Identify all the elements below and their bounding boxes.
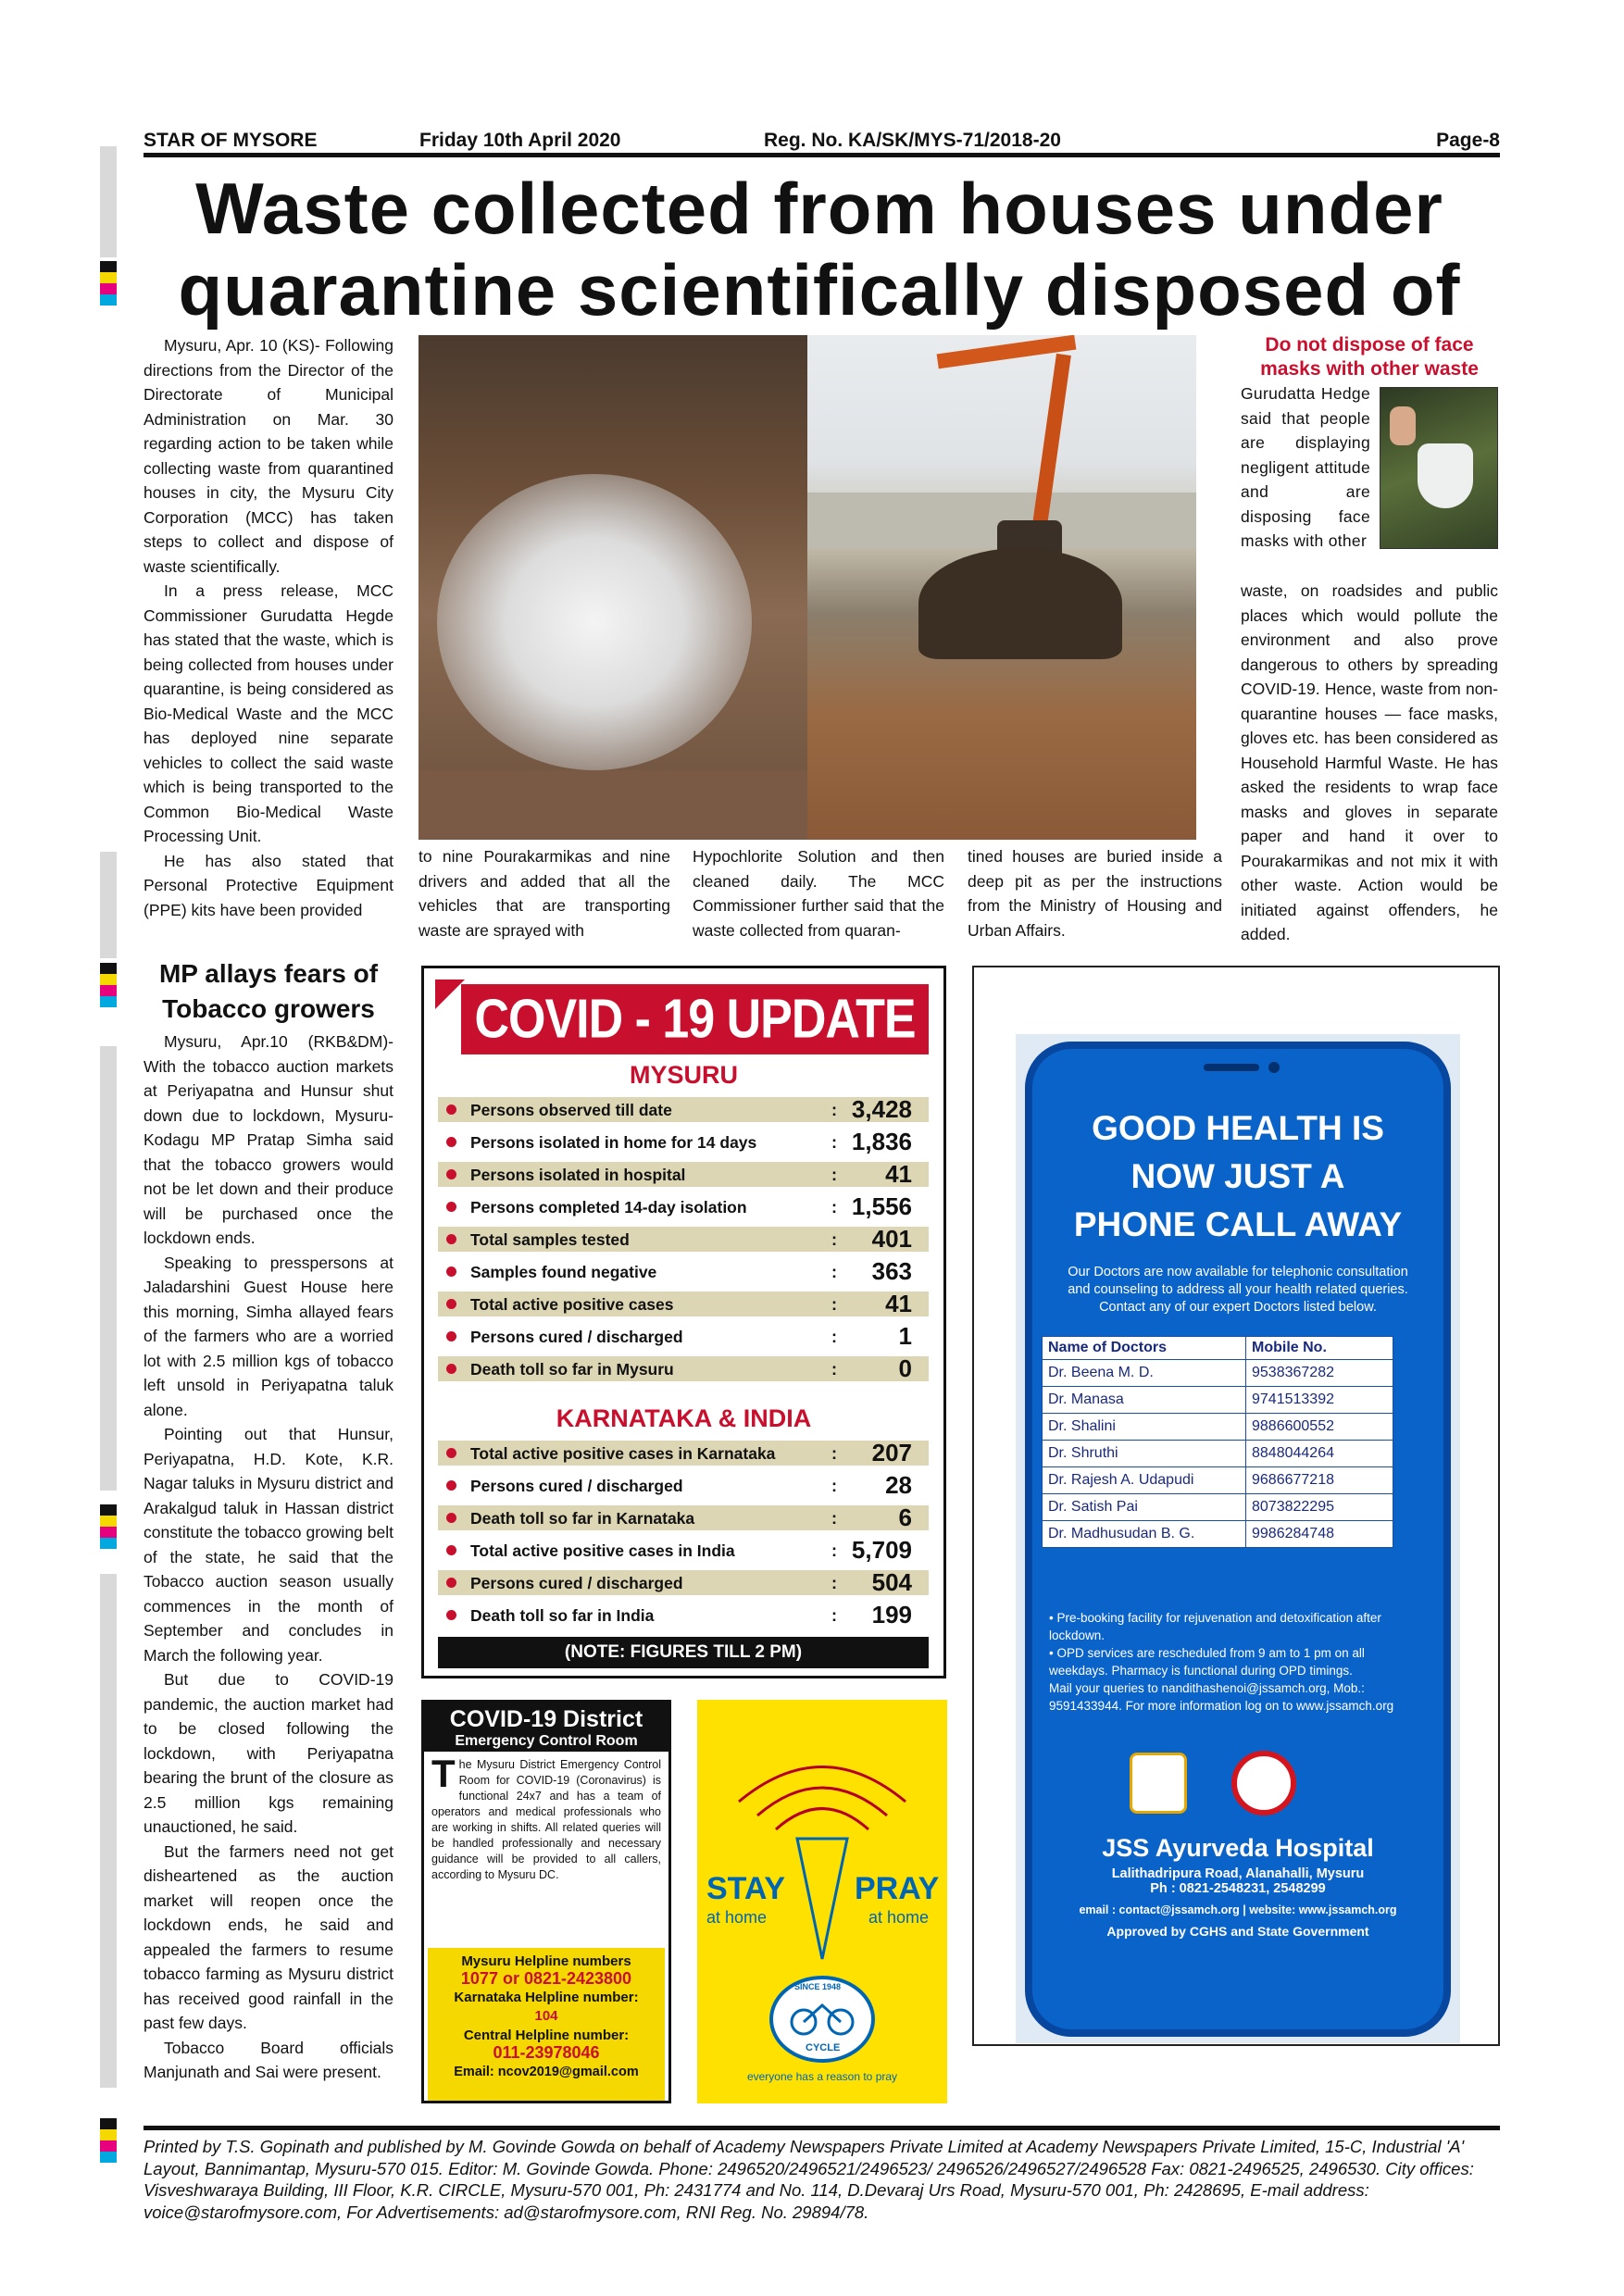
stat-colon: : [831, 1263, 837, 1281]
stat-label: Persons isolated in hospital [470, 1166, 686, 1184]
photo-excavator-burying-waste [807, 335, 1196, 840]
stat-value: 41 [885, 1160, 912, 1188]
doctor-name: Dr. Rajesh A. Udapudi [1043, 1467, 1246, 1494]
stat-label: Samples found negative [470, 1263, 657, 1281]
stat-label: Persons isolated in home for 14 days [470, 1133, 757, 1152]
stat-value: 401 [871, 1225, 912, 1253]
doctor-row [1043, 1441, 1393, 1467]
stat-row [438, 1534, 929, 1566]
stat-value: 363 [871, 1257, 912, 1285]
helpline-panel [428, 1948, 665, 2101]
bullet-icon [446, 1104, 456, 1115]
bullet-icon [446, 1299, 456, 1309]
jss-ad-notes [1049, 1609, 1427, 1715]
doctor-mobile: 9686677218 [1246, 1467, 1393, 1494]
bullet-icon [446, 1364, 456, 1374]
stat-value: 199 [871, 1601, 912, 1628]
stat-colon: : [831, 1360, 837, 1379]
at-home-text: at home [868, 1908, 930, 1927]
stat-row [438, 1566, 929, 1599]
stat-value: 0 [898, 1354, 912, 1382]
color-registration-mark [100, 963, 117, 1007]
color-registration-mark [100, 2118, 117, 2163]
masks-text-bottom: waste, on roadsides and public places which would pollute the environment and also prove dangerous to others by spreading COVID-19. Hence, waste from non-quarantine houses — face masks, gloves etc. has been considered as Household Harmful Waste. He has asked the residents to wrap face masks and gloves in separate paper and hand it over to Pourakarmikas and not mix it with other waste. Action would be initiated against offenders, he added. [1241, 581, 1498, 943]
karnataka-helpline-number: 104 [534, 2008, 558, 2024]
lead-article-column-2 [418, 844, 670, 942]
doctors-name-header: Name of Doctors [1043, 1337, 1246, 1360]
cycle-tagline: everyone has a reason to pray [746, 2070, 898, 2083]
drop-cap: T [431, 1752, 456, 1795]
doctors-table-grid [1042, 1336, 1393, 1548]
bullet-icon [446, 1448, 456, 1458]
bullet-icon [446, 1202, 456, 1212]
jss-hospital-ad [972, 966, 1500, 2046]
color-registration-mark [100, 1504, 117, 1549]
margin-gray-bar [100, 1046, 117, 1491]
bullet-icon [446, 1234, 456, 1244]
stat-value: 3,428 [851, 1095, 912, 1123]
mysuru-helpline-label: Mysuru Helpline numbers [461, 1953, 631, 1969]
doctor-name: Dr. Satish Pai [1043, 1494, 1246, 1521]
doctor-mobile: 9986284748 [1246, 1521, 1393, 1548]
jss-ad-headline: GOOD HEALTH IS NOW JUST A PHONE CALL AWAY [1073, 1109, 1403, 1243]
bullet-icon [446, 1331, 456, 1341]
doctor-row [1043, 1494, 1393, 1521]
stat-label: Total samples tested [470, 1230, 630, 1249]
stat-row [438, 1126, 929, 1158]
lead-article-column-3 [693, 844, 944, 942]
stat-label: Death toll so far in Mysuru [470, 1360, 674, 1379]
hospital-approval: Approved by CGHS and State Government [1106, 1924, 1369, 1939]
margin-gray-bar [100, 1574, 117, 2088]
karnataka-helpline-label: Karnataka Helpline number: 104 [454, 1990, 639, 2024]
control-room-text [424, 1752, 668, 1889]
phone-speaker-icon [1204, 1064, 1259, 1071]
stat-label: Total active positive cases [470, 1295, 674, 1314]
photo-face-mask-in-hand [1380, 387, 1498, 549]
bullet-icon [446, 1137, 456, 1147]
bullet-icon [446, 1610, 456, 1620]
doctor-name: Dr. Manasa [1043, 1387, 1246, 1414]
stat-colon: : [831, 1328, 837, 1346]
stat-value: 5,709 [851, 1536, 912, 1564]
issue-date: Friday 10th April 2020 [419, 130, 621, 151]
mysuru-helpline-number: 1077 or 0821-2423800 [460, 1969, 632, 1988]
doctor-mobile: 9538367282 [1246, 1360, 1393, 1387]
lead-article-column-1 [144, 333, 394, 922]
headline-line-2: quarantine scientifically disposed of [178, 249, 1461, 331]
doctor-row [1043, 1387, 1393, 1414]
bullet-icon [446, 1578, 456, 1588]
tobacco-article [144, 1029, 394, 2085]
control-room-box [421, 1700, 671, 2103]
stat-value: 1,556 [851, 1192, 912, 1220]
phone-frame-graphic [1025, 1042, 1451, 2037]
stat-value: 207 [871, 1439, 912, 1466]
masks-text-top: Gurudatta Hedge said that people are displaying negligent attitude and are disposing face masks with other [1241, 384, 1370, 550]
pray-text: PRAY [855, 1871, 940, 1906]
central-helpline-number: 011-23978046 [493, 2043, 600, 2062]
central-helpline-label: Central Helpline number: [463, 2028, 630, 2043]
control-room-header [424, 1703, 668, 1752]
stat-row [438, 1469, 929, 1502]
jss-note: • OPD services are rescheduled from 9 am to 1 pm on all weekdays. Pharmacy is functional during OPD timings. [1049, 1646, 1365, 1678]
doctor-name: Dr. Shruthi [1043, 1441, 1246, 1467]
stat-row [438, 1502, 929, 1534]
cycle-brand-logo: CYCLE [806, 2042, 841, 2053]
bullet-icon [446, 1545, 456, 1555]
stat-row [438, 1255, 929, 1288]
mysuru-stats-table [438, 1093, 929, 1385]
stat-value: 28 [885, 1471, 912, 1499]
margin-gray-bar [100, 146, 117, 257]
stat-label: Death toll so far in India [470, 1606, 655, 1625]
doctor-name: Dr. Shalini [1043, 1414, 1246, 1441]
doctor-row [1043, 1467, 1393, 1494]
doctors-table [1042, 1336, 1393, 1548]
stat-colon: : [831, 1444, 837, 1463]
doctor-name: Dr. Beena M. D. [1043, 1360, 1246, 1387]
masthead [144, 128, 1500, 157]
stat-label: Persons cured / discharged [470, 1328, 683, 1346]
tobacco-paragraph: But due to COVID-19 pandemic, the auction market had to be closed following the lockdown, with Periyapatna bearing the brunt of the closure as 2.5 million kgs remaining unauctioned, he said. [144, 1670, 394, 1836]
stat-value: 1,836 [851, 1128, 912, 1155]
doctors-mobile-header: Mobile No. [1246, 1337, 1393, 1360]
tobacco-paragraph: Mysuru, Apr.10 (RKB&DM)- With the tobacco auction markets at Periyapatna and Hunsur shut down due to lockdown, Mysuru-Kodagu MP Pratap Simha said that the tobacco growers would not be let down and their produce will be purchased once the lockdown ends. [144, 1032, 394, 1247]
covid-update-title: COVID - 19 UPDATE [461, 984, 929, 1054]
tobacco-paragraph: But the farmers need not get disheartened as the auction market will reopen once the lockdown ends, he said and appealed the farmers to resume tobacco farming as Mysuru district has received good rainfall in the past few days. [144, 1841, 394, 2032]
photo-waste-pit-burning [418, 335, 807, 840]
stat-label: Persons observed till date [470, 1101, 672, 1119]
stat-row [438, 1353, 929, 1385]
karnataka-india-section-heading: KARNATAKA & INDIA [556, 1404, 812, 1432]
doctor-mobile: 9741513392 [1246, 1387, 1393, 1414]
stat-value: 6 [898, 1504, 912, 1531]
control-room-description: he Mysuru District Emergency Control Room for COVID-19 (Coronavirus) is functional 24x7 and has a team of operators and medical professionals who are working in shifts. All related queries will be handled professionally and necessary guidance will be provided to all callers, according to Mysuru DC. [431, 1758, 661, 1881]
mysuru-section-heading: MYSURU [629, 1061, 738, 1089]
jss-ad-intro: Our Doctors are now available for telephonic consultation and counseling to address all your health related queries. Contact any of our expert Doctors listed below. [1068, 1265, 1408, 1315]
page-number: Page-8 [1436, 130, 1500, 151]
lead-paragraph: to nine Pourakarmikas and nine drivers and added that all the vehicles that are transporting waste are sprayed with [418, 847, 670, 940]
karnataka-india-stats-table [438, 1437, 929, 1631]
jss-logo-icon [1130, 1753, 1187, 1814]
doctor-row [1043, 1360, 1393, 1387]
stat-row [438, 1158, 929, 1191]
doctor-row [1043, 1521, 1393, 1548]
doctor-row [1043, 1414, 1393, 1441]
bullet-icon [446, 1513, 456, 1523]
stat-row [438, 1437, 929, 1469]
doctor-mobile: 9886600552 [1246, 1414, 1393, 1441]
stat-row [438, 1093, 929, 1126]
control-room-subtitle: Emergency Control Room [455, 1733, 638, 1749]
stat-label: Persons cured / discharged [470, 1477, 683, 1495]
stat-colon: : [831, 1606, 837, 1625]
lead-paragraph: In a press release, MCC Commissioner Gurudatta Hegde has stated that the waste, which is being collected from houses under quarantine, is being considered as Bio-Medical Waste and the MCC has deployed nine separate vehicles to collect the said waste which is being transported to the Common Bio-Medical Waste Processing Unit. [144, 581, 394, 845]
stat-colon: : [831, 1477, 837, 1495]
stat-colon: : [831, 1509, 837, 1528]
tobacco-headline: MP allays fears of Tobacco growers [158, 959, 379, 1023]
lead-paragraph: Mysuru, Apr. 10 (KS)- Following directions from the Director of the Directorate of Municipal Administration on Mar. 30 regarding action to be taken while collecting waste from quarantined houses in city, the Mysuru City Corporation (MCC) has taken steps to collect and dispose of waste scientifically. [144, 336, 394, 576]
lead-paragraph: tined houses are buried inside a deep pit as per the instructions from the Ministry of Housing and Urban Affairs. [968, 847, 1222, 940]
stat-row [438, 1223, 929, 1255]
stat-label: Persons cured / discharged [470, 1574, 683, 1592]
stat-value: 41 [885, 1290, 912, 1317]
stat-colon: : [831, 1230, 837, 1249]
stat-colon: : [831, 1101, 837, 1119]
lead-article-column-4 [968, 844, 1222, 942]
jss-contact-note: Mail your queries to nandithashenoi@jssamch.org, Mob.: 9591433944. For more information log on to www.jssamch.org [1049, 1681, 1394, 1713]
stat-value: 504 [871, 1568, 912, 1596]
stat-colon: : [831, 1541, 837, 1560]
doctor-mobile: 8073822295 [1246, 1494, 1393, 1521]
doctor-mobile: 8848044264 [1246, 1441, 1393, 1467]
helpline-email: Email: ncov2019@gmail.com [454, 2065, 639, 2079]
bullet-icon [446, 1480, 456, 1491]
stat-colon: : [831, 1133, 837, 1152]
registration-number: Reg. No. KA/SK/MYS-71/2018-20 [764, 130, 1061, 151]
bullet-icon [446, 1267, 456, 1277]
hospital-email-website: email : contact@jssamch.org | website: www.jssamch.org [1079, 1903, 1397, 1916]
tobacco-paragraph: Speaking to presspersons at Jaladarshini Guest House here this morning, Simha allayed fears of the farmers who are a worried lot with 2.5 million kgs of tobacco left unsold in Periyapatna taluk alone. [144, 1253, 394, 1419]
nabh-seal-icon [1231, 1751, 1296, 1816]
stat-label: Death toll so far in Karnataka [470, 1509, 695, 1528]
hospital-phone: Ph : 0821-2548231, 2548299 [1150, 1881, 1326, 1896]
figures-note: (NOTE: FIGURES TILL 2 PM) [438, 1637, 929, 1668]
tobacco-paragraph: Tobacco Board officials Manjunath and Sai were present. [144, 2038, 394, 2081]
hospital-name: JSS Ayurveda Hospital [1102, 1834, 1374, 1862]
stat-row [438, 1320, 929, 1353]
lead-paragraph: Hypochlorite Solution and then cleaned daily. The MCC Commissioner further said that the waste collected from quaran- [693, 847, 944, 940]
stat-row [438, 1288, 929, 1320]
headline-line-1: Waste collected from houses under [195, 168, 1443, 249]
print-line-footer: Printed by T.S. Gopinath and published by M. Govinde Gowda on behalf of Academy Newspapers Private Limited at Academy Newspapers Private Limited, 15-C, Industrial 'A' Layout, Bannimantap, Mysuru-570 015. Editor: M. Govinde Gowda. Phone: 2496520/2496521/2496523/ 2496526/2496527/2496528 Fax: 0821-2496525, 2496530. City offices: Visveshwaraya Building, III Floor, K.R. CIRCLE, Mysuru-570 001, Ph: 2431774 and No. 114, D.Devaraj Urs Road, Mysuru-570 001, Ph: 2428695, E-mail address: voice@starofmysore.com, For Advertisements: ad@starofmysore.com, RNI Reg. No. 29894/78. [144, 2126, 1500, 2223]
lead-paragraph: He has also stated that Personal Protective Equipment (PPE) kits have been provided [144, 851, 394, 919]
stat-row [438, 1599, 929, 1631]
color-registration-mark [100, 261, 117, 306]
stat-label: Total active positive cases in Karnataka [470, 1444, 776, 1463]
hospital-address: Lalithadripura Road, Alanahalli, Mysuru [1111, 1866, 1365, 1881]
at-home-text: at home [706, 1908, 768, 1927]
jss-note: • Pre-booking facility for rejuvenation and detoxification after lockdown. [1049, 1611, 1381, 1642]
bullet-icon [446, 1169, 456, 1179]
stay-text: STAY [706, 1871, 786, 1906]
jss-hospital-details [1032, 1834, 1443, 1939]
stat-colon: : [831, 1198, 837, 1217]
phone-camera-icon [1268, 1062, 1280, 1073]
tobacco-paragraph: Pointing out that Hunsur, Periyapatna, H.D. Kote, K.R. Nagar taluks in Mysuru district and Arakalgud taluk in Hassan district constitute the tobacco growing belt of the state, he said that the Tobacco auction season usually commences in the month of September and concludes in March the following year. [144, 1425, 394, 1665]
stat-colon: : [831, 1166, 837, 1184]
stat-label: Total active positive cases in India [470, 1541, 735, 1560]
cycle-agarbathi-ad [697, 1700, 947, 2103]
stat-row [438, 1191, 929, 1223]
stat-colon: : [831, 1574, 837, 1592]
covid-update-box [421, 966, 946, 1678]
margin-gray-bar [100, 852, 117, 958]
doctor-name: Dr. Madhusudan B. G. [1043, 1521, 1246, 1548]
masks-headline: Do not dispose of face masks with other waste [1260, 334, 1479, 380]
since-1948-badge: SINCE 1948 [794, 1982, 842, 1991]
stat-colon: : [831, 1295, 837, 1314]
control-room-title: COVID-19 District [449, 1706, 643, 1732]
paper-name: STAR OF MYSORE [144, 130, 318, 151]
stat-label: Persons completed 14-day isolation [470, 1198, 747, 1217]
stat-value: 1 [898, 1322, 912, 1350]
